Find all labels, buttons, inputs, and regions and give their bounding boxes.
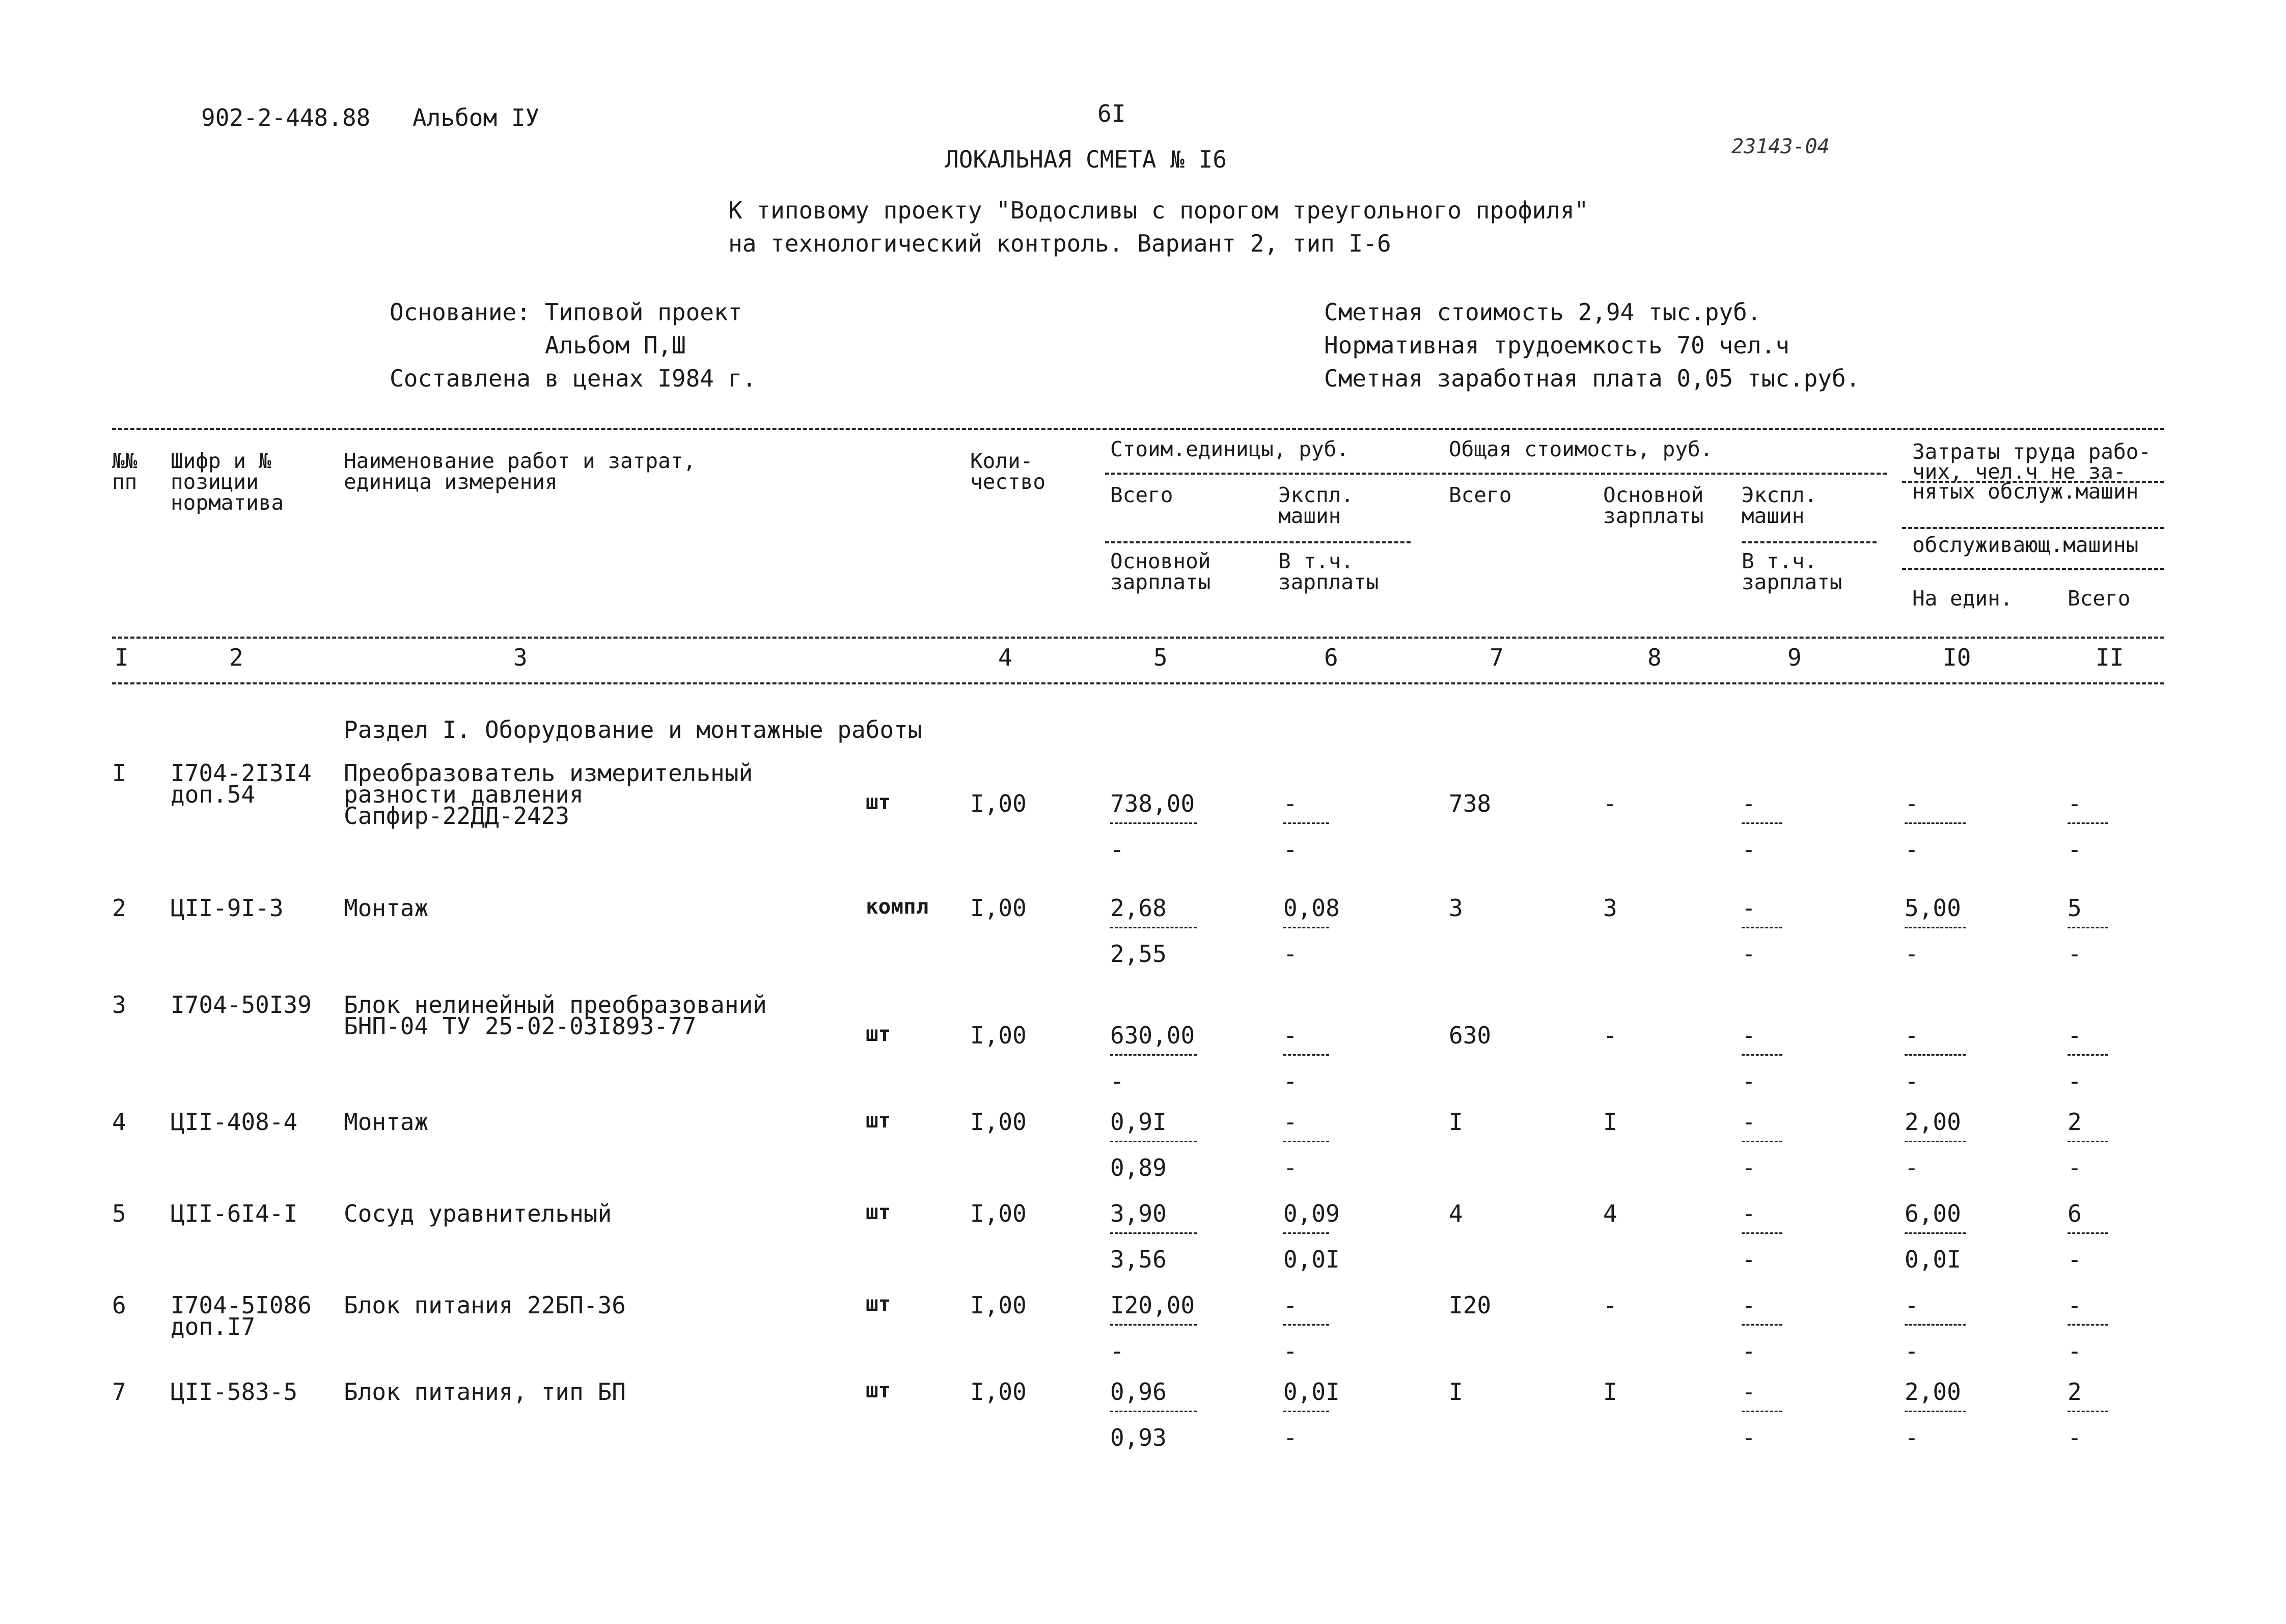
fraction-rule	[1283, 1411, 1329, 1412]
header-bottom-rule	[112, 637, 2164, 639]
row-name: Сапфир-22ДД-2423	[344, 802, 570, 830]
unit-cost-group-header: Стоим.единицы, руб.	[1110, 437, 1349, 461]
col-number-11: II	[2096, 644, 2124, 671]
row-total-machine-wages: -	[1742, 1067, 1756, 1095]
fraction-rule	[1742, 822, 1782, 824]
row-name: Преобразователь измерительный	[344, 759, 753, 787]
row-qty: I,00	[970, 1200, 1027, 1227]
row-total-wages: -	[1603, 790, 1617, 817]
col-number-8: 8	[1647, 644, 1662, 671]
row-unit-cost-total: I20,00	[1110, 1291, 1195, 1319]
row-unit-machine-wages: -	[1283, 1424, 1298, 1451]
labor-subheader: обслуживающ.машины	[1912, 533, 2139, 557]
row-total-wages: 4	[1603, 1200, 1617, 1227]
col-6-subheader: В т.ч. зарплаты	[1278, 549, 1379, 594]
row-name: Блок нелинейный преобразований	[344, 991, 767, 1019]
row-code: ЦII-6I4-I	[171, 1200, 298, 1227]
row-total-machine: -	[1742, 1378, 1756, 1406]
fraction-rule	[1110, 1232, 1197, 1234]
row-qty: I,00	[970, 1022, 1027, 1049]
fraction-rule	[1905, 927, 1966, 928]
row-name: разности давления	[344, 781, 584, 808]
col-6-header: Экспл. машин	[1278, 483, 1354, 528]
row-unit-machine: -	[1283, 1291, 1298, 1319]
row-code: ЦII-583-5	[171, 1378, 298, 1406]
row-labor-total: 2	[2068, 1378, 2082, 1406]
row-unit: шт	[866, 1291, 891, 1316]
row-total-machine-wages: -	[1742, 1154, 1756, 1181]
row-labor-unit: 2,00	[1905, 1108, 1961, 1136]
doc-subtitle-2: на технологический контроль. Вариант 2, тип I-6	[728, 230, 1391, 257]
row-total-cost: 3	[1449, 894, 1463, 922]
row-total-wages: I	[1603, 1378, 1617, 1406]
row-total-wages: 3	[1603, 894, 1617, 922]
row-qty: I,00	[970, 894, 1027, 922]
fraction-rule	[1110, 1054, 1197, 1056]
fraction-rule	[1742, 1232, 1782, 1234]
row-labor-total-machine: -	[2068, 1424, 2082, 1451]
fraction-rule	[2068, 1411, 2108, 1412]
col-11-header: Всего	[2068, 586, 2131, 611]
col-8-header: Основной зарплаты	[1603, 483, 1704, 528]
row-total-machine: -	[1742, 1200, 1756, 1227]
row-labor-total-machine: -	[2068, 1067, 2082, 1095]
row-labor-unit: 2,00	[1905, 1378, 1961, 1406]
row-unit-machine-wages: -	[1283, 1337, 1298, 1365]
table-top-rule	[112, 428, 2164, 430]
row-unit-cost-total: 738,00	[1110, 790, 1195, 817]
fraction-rule	[1905, 1141, 1966, 1142]
fraction-rule	[1283, 1054, 1329, 1056]
row-unit-cost-wages: -	[1110, 836, 1124, 863]
col-5-header: Всего	[1110, 483, 1173, 507]
fraction-rule	[1283, 1141, 1329, 1142]
album-label: Альбом IУ	[412, 104, 540, 131]
row-labor-unit-machine: -	[1905, 1337, 1919, 1365]
row-qty: I,00	[970, 790, 1027, 817]
fraction-rule	[1905, 822, 1966, 824]
row-unit-cost-total: 3,90	[1110, 1200, 1167, 1227]
fraction-rule	[2068, 822, 2108, 824]
basis-line-3: Составлена в ценах I984 г.	[390, 365, 757, 392]
labor-sub-rule-1	[1902, 527, 2164, 529]
row-code: доп.54	[171, 781, 256, 808]
row-labor-total-machine: -	[2068, 1246, 2082, 1273]
col-number-6: 6	[1324, 644, 1338, 671]
fraction-rule	[2068, 927, 2108, 928]
row-name: Сосуд уравнительный	[344, 1200, 612, 1227]
row-code: ЦII-9I-3	[171, 894, 284, 922]
row-labor-unit: 5,00	[1905, 894, 1961, 922]
machine-mid-rule	[1742, 541, 1877, 543]
row-unit-machine: -	[1283, 1108, 1298, 1136]
col-number-3: 3	[513, 644, 528, 671]
row-unit-machine-wages: -	[1283, 940, 1298, 968]
row-qty: I,00	[970, 1378, 1027, 1406]
row-total-wages: -	[1603, 1022, 1617, 1049]
row-total-machine-wages: -	[1742, 1337, 1756, 1365]
row-unit-cost-total: 630,00	[1110, 1022, 1195, 1049]
summary-wages: Сметная заработная плата 0,05 тыс.руб.	[1324, 365, 1860, 392]
row-unit-cost-wages: -	[1110, 1067, 1124, 1095]
row-unit-cost-wages: -	[1110, 1337, 1124, 1365]
row-unit-cost-total: 2,68	[1110, 894, 1167, 922]
row-unit-machine-wages: -	[1283, 1067, 1298, 1095]
row-unit-machine: -	[1283, 1022, 1298, 1049]
col-4-header: Коли- чество	[970, 449, 1046, 494]
basis-line-1: Основание: Типовой проект	[390, 298, 742, 326]
row-unit-cost-total: 0,9I	[1110, 1108, 1167, 1136]
col-number-1: I	[115, 644, 129, 671]
col-number-5: 5	[1153, 644, 1168, 671]
col-7-header: Всего	[1449, 483, 1512, 507]
row-unit: шт	[866, 1378, 891, 1402]
unit-cost-mid-rule	[1105, 541, 1411, 543]
fraction-rule	[1905, 1324, 1966, 1326]
row-total-cost: 738	[1449, 790, 1492, 817]
row-unit: шт	[866, 790, 891, 814]
row-number: 2	[112, 894, 126, 922]
row-total-wages: -	[1603, 1291, 1617, 1319]
row-total-machine: -	[1742, 894, 1756, 922]
row-unit-cost-total: 0,96	[1110, 1378, 1167, 1406]
fraction-rule	[2068, 1141, 2108, 1142]
section-title: Раздел I. Оборудование и монтажные работы	[344, 716, 922, 744]
row-labor-unit-machine: -	[1905, 1154, 1919, 1181]
doc-title: ЛОКАЛЬНАЯ СМЕТА № I6	[945, 146, 1227, 173]
row-unit-cost-wages: 2,55	[1110, 940, 1167, 968]
row-qty: I,00	[970, 1291, 1027, 1319]
row-labor-total: -	[2068, 1291, 2082, 1319]
row-labor-unit: -	[1905, 790, 1919, 817]
col-2-header: Шифр и № позиции норматива	[171, 449, 284, 515]
col-number-10: I0	[1943, 644, 1971, 671]
fraction-rule	[2068, 1324, 2108, 1326]
fraction-rule	[1110, 1411, 1197, 1412]
row-code: доп.I7	[171, 1313, 256, 1340]
row-labor-total: -	[2068, 790, 2082, 817]
summary-cost: Сметная стоимость 2,94 тыс.руб.	[1324, 298, 1761, 326]
basis-line-2: Альбом П,Ш	[545, 332, 686, 359]
fraction-rule	[1283, 927, 1329, 928]
row-labor-unit: -	[1905, 1291, 1919, 1319]
row-total-machine-wages: -	[1742, 940, 1756, 968]
col-number-4: 4	[998, 644, 1012, 671]
row-labor-total: 5	[2068, 894, 2082, 922]
row-labor-unit-machine: -	[1905, 836, 1919, 863]
row-total-cost: I	[1449, 1108, 1463, 1136]
labor-sub-rule-2	[1902, 568, 2164, 570]
doc-code: 902-2-448.88	[201, 104, 371, 131]
fraction-rule	[1742, 1054, 1782, 1056]
row-name: Монтаж	[344, 1108, 429, 1136]
row-unit-machine: 0,09	[1283, 1200, 1340, 1227]
row-total-machine: -	[1742, 1108, 1756, 1136]
row-unit: шт	[866, 1022, 891, 1046]
col-5-subheader: Основной зарплаты	[1110, 549, 1211, 594]
row-total-cost: I20	[1449, 1291, 1492, 1319]
row-labor-unit: 6,00	[1905, 1200, 1961, 1227]
row-number: 5	[112, 1200, 126, 1227]
row-name: Монтаж	[344, 894, 429, 922]
row-labor-total-machine: -	[2068, 836, 2082, 863]
row-number: 6	[112, 1291, 126, 1319]
row-total-cost: 4	[1449, 1200, 1463, 1227]
row-unit-cost-wages: 0,93	[1110, 1424, 1167, 1451]
row-unit-machine-wages: -	[1283, 836, 1298, 863]
doc-subtitle-1: К типовому проекту "Водосливы с порогом треугольного профиля"	[728, 197, 1589, 224]
fraction-rule	[1905, 1411, 1966, 1412]
fraction-rule	[1742, 1324, 1782, 1326]
row-total-machine: -	[1742, 1291, 1756, 1319]
total-cost-group-header: Общая стоимость, руб.	[1449, 437, 1713, 461]
fraction-rule	[1742, 927, 1782, 928]
fraction-rule	[1110, 927, 1197, 928]
row-total-cost: 630	[1449, 1022, 1492, 1049]
row-unit: шт	[866, 1108, 891, 1133]
row-unit: шт	[866, 1200, 891, 1224]
row-qty: I,00	[970, 1108, 1027, 1136]
row-unit-machine: 0,08	[1283, 894, 1340, 922]
row-code: I704-50I39	[171, 991, 312, 1019]
group-rule	[1105, 473, 1887, 475]
row-labor-total: 6	[2068, 1200, 2082, 1227]
row-labor-total-machine: -	[2068, 1154, 2082, 1181]
row-name: Блок питания, тип БП	[344, 1378, 626, 1406]
col-number-2: 2	[229, 644, 243, 671]
row-labor-total-machine: -	[2068, 1337, 2082, 1365]
row-total-machine: -	[1742, 1022, 1756, 1049]
row-unit: компл	[866, 894, 929, 919]
col-9-header: Экспл. машин	[1742, 483, 1817, 528]
row-unit-machine-wages: -	[1283, 1154, 1298, 1181]
fraction-rule	[2068, 1232, 2108, 1234]
row-total-machine-wages: -	[1742, 1424, 1756, 1451]
row-labor-unit-machine: -	[1905, 1424, 1919, 1451]
fraction-rule	[1110, 822, 1197, 824]
row-total-wages: I	[1603, 1108, 1617, 1136]
col-3-header: Наименование работ и затрат, единица измерения	[344, 449, 696, 494]
labor-group-header: Затраты труда рабо- чих, чел.ч не за- нятых обслуж.машин	[1912, 439, 2151, 504]
fraction-rule	[1283, 1324, 1329, 1326]
row-labor-unit-machine: 0,0I	[1905, 1246, 1961, 1273]
row-total-machine-wages: -	[1742, 1246, 1756, 1273]
col-9-subheader: В т.ч. зарплаты	[1742, 549, 1842, 594]
row-name: Блок питания 22БП-36	[344, 1291, 626, 1319]
row-total-cost: I	[1449, 1378, 1463, 1406]
row-code: I704-2I3I4	[171, 759, 312, 787]
fraction-rule	[1110, 1324, 1197, 1326]
row-labor-total: 2	[2068, 1108, 2082, 1136]
col-10-header: На един.	[1912, 586, 2013, 611]
col-number-9: 9	[1787, 644, 1802, 671]
numbers-bottom-rule	[112, 682, 2164, 684]
row-labor-unit-machine: -	[1905, 1067, 1919, 1095]
fraction-rule	[1905, 1232, 1966, 1234]
row-total-machine-wages: -	[1742, 836, 1756, 863]
row-labor-unit: -	[1905, 1022, 1919, 1049]
row-code: I704-5I086	[171, 1291, 312, 1319]
row-unit-machine: 0,0I	[1283, 1378, 1340, 1406]
row-number: 4	[112, 1108, 126, 1136]
fraction-rule	[1110, 1141, 1197, 1142]
fraction-rule	[1283, 822, 1329, 824]
fraction-rule	[1283, 1232, 1329, 1234]
fraction-rule	[1742, 1141, 1782, 1142]
row-unit-cost-wages: 3,56	[1110, 1246, 1167, 1273]
row-labor-total-machine: -	[2068, 940, 2082, 968]
page-number: 6I	[1097, 100, 1126, 127]
row-number: 7	[112, 1378, 126, 1406]
row-number: 3	[112, 991, 126, 1019]
row-labor-unit-machine: -	[1905, 940, 1919, 968]
fraction-rule	[1905, 1054, 1966, 1056]
row-number: I	[112, 759, 126, 787]
stamp-number: 23143-04	[1731, 135, 1830, 158]
col-number-7: 7	[1490, 644, 1504, 671]
row-unit-cost-wages: 0,89	[1110, 1154, 1167, 1181]
row-labor-total: -	[2068, 1022, 2082, 1049]
fraction-rule	[1742, 1411, 1782, 1412]
row-unit-machine: -	[1283, 790, 1298, 817]
summary-labor: Нормативная трудоемкость 70 чел.ч	[1324, 332, 1789, 359]
col-1-header: №№ пп	[112, 449, 137, 494]
row-total-machine: -	[1742, 790, 1756, 817]
fraction-rule	[2068, 1054, 2108, 1056]
row-unit-machine-wages: 0,0I	[1283, 1246, 1340, 1273]
row-name: БНП-04 ТУ 25-02-03I893-77	[344, 1012, 697, 1040]
row-code: ЦII-408-4	[171, 1108, 298, 1136]
